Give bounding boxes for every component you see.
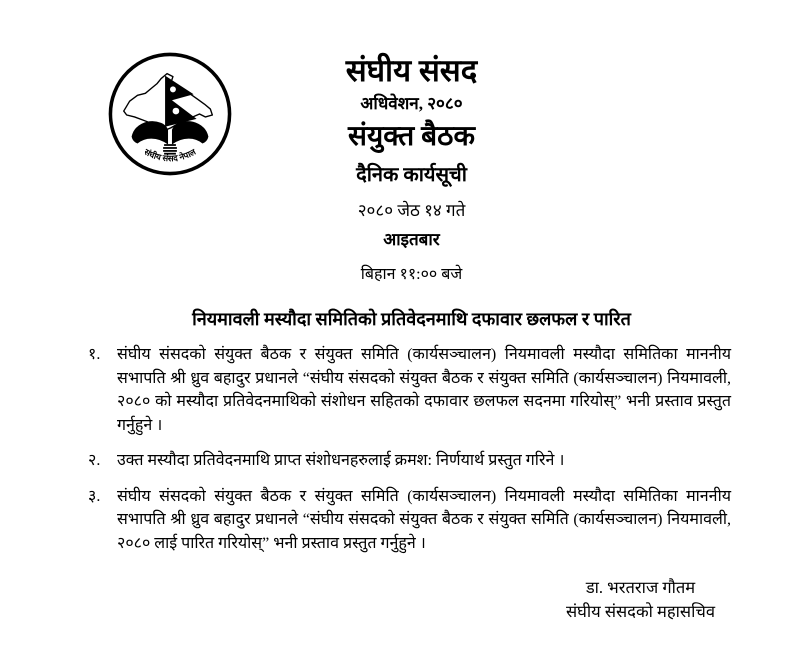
document-type: दैनिक कार्यसूची	[356, 164, 467, 186]
agenda-section	[0, 307, 795, 555]
flag-moon-icon	[170, 86, 176, 92]
meeting-weekday: आइतबार	[383, 230, 440, 249]
signatory-designation: संघीय संसदको महासचिव	[566, 601, 715, 621]
agenda-item-number: २.	[88, 452, 101, 469]
agenda-item-text: संघीय संसदको संयुक्त बैठक र संयुक्त समिति (कार्यसञ्चालन) नियमावली मस्यौदा समितिका माननीय सभापति श्री ध्रुव बहादुर प्रधानले “संघीय संसदको संयुक्त बैठक र संयुक्त समिति (कार्यसञ्चालन) नियमावली, २०८० लाई पारित गरियोस्” भनी प्रस्ताव प्रस्तुत गर्नुहुने ।	[117, 487, 731, 552]
flag-sun-icon	[173, 108, 180, 115]
agenda-item-2	[88, 449, 731, 473]
agenda-item-1	[88, 343, 731, 437]
signature-block	[566, 576, 715, 623]
meeting-date: २०८० जेठ १४ गते	[357, 201, 466, 220]
agenda-heading: नियमावली मस्यौदा समितिको प्रतिवेदनमाथि दफावार छलफल र पारित	[192, 309, 631, 329]
parliament-emblem-icon	[106, 50, 234, 178]
parliament-emblem	[106, 50, 234, 178]
agenda-item-text: उक्त मस्यौदा प्रतिवेदनमाथि प्राप्त संशोधनहरुलाई क्रमश: निर्णयार्थ प्रस्तुत गरिने ।	[117, 452, 565, 469]
signatory-name: डा. भरतराज गौतम	[585, 578, 696, 597]
agenda-items	[88, 343, 731, 555]
agenda-item-number: १.	[88, 346, 101, 363]
agenda-item-3	[88, 485, 731, 556]
meeting-time: बिहान ११:०० बजे	[360, 266, 463, 283]
meeting-type: संयुक्त बैठक	[348, 121, 475, 152]
agenda-item-text: संघीय संसदको संयुक्त बैठक र संयुक्त समिति (कार्यसञ्चालन) नियमावली मस्यौदा समितिका माननीय सभापति श्री ध्रुव बहादुर प्रधानले “संघीय संसदको संयुक्त बैठक र संयुक्त समिति (कार्यसञ्चालन) नियमावली, २०८० को मस्यौदा प्रतिवेदनमाथिको संशोधन सहितको दफावार छलफल सदनमा गरियोस्” भनी प्रस्ताव प्रस्तुत गर्नुहुने ।	[117, 346, 731, 434]
parliament-title: संघीय संसद	[345, 53, 478, 88]
session-line: अधिवेशन, २०८०	[360, 94, 463, 113]
emblem-caption: संघीय संसद नेपाल	[142, 146, 198, 164]
agenda-item-number: ३.	[88, 487, 101, 505]
